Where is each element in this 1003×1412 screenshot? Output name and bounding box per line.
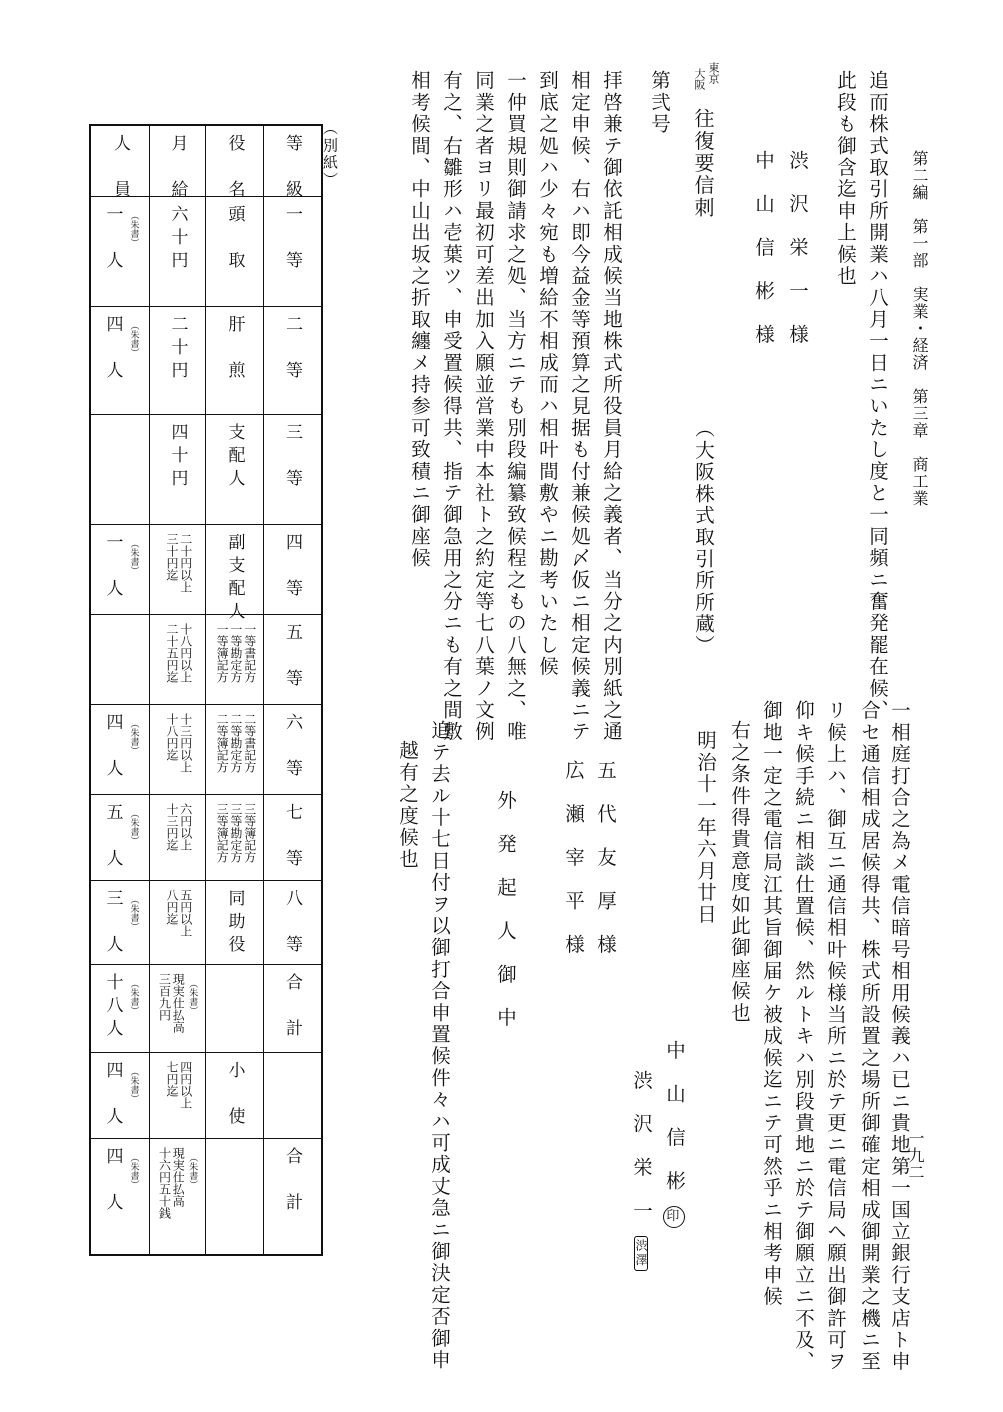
recipient-1: 五 代 友 厚 様 <box>594 760 617 956</box>
table-cell <box>91 306 150 414</box>
table-cell <box>150 414 206 524</box>
letter2-line-4: 一仲買規則御請求之処、当方ニテも別段編纂致候程之もの八無之、唯 <box>504 70 527 743</box>
table-cell <box>206 704 264 794</box>
red-ink-note: （朱書） <box>128 979 139 1015</box>
table-cell <box>150 704 206 794</box>
table-cell <box>150 880 206 964</box>
table-cell-text: 三等簿記方 三等勘定方 三等簿記方 <box>215 803 257 863</box>
letter2-source: （大阪株式取引所所蔵） <box>692 418 715 657</box>
letter2-title: 往復要信刺 <box>691 108 715 219</box>
table-cell-text: 十八人 <box>102 973 123 1042</box>
table-cell-text: 等 級 <box>282 134 302 203</box>
table-cell <box>206 880 264 964</box>
table-cell-text: 三 等 <box>282 423 302 492</box>
table-cell <box>150 524 206 614</box>
table-cell <box>150 964 206 1052</box>
table-cell <box>91 126 150 203</box>
table-cell <box>264 1138 321 1244</box>
table-cell-text: 四円以上 七円迄 <box>165 1061 193 1109</box>
table-cell-text: 頭 取 <box>224 205 245 274</box>
table-cell <box>91 880 150 964</box>
table-cell-text: 四 人 <box>102 1147 123 1216</box>
table-cell-text: 五円以上 八円迄 <box>165 889 193 937</box>
table-cell-text: 支配人 <box>224 423 245 492</box>
postscript-2: 越有之度候也 <box>396 740 419 871</box>
sender-2 <box>632 1070 652 1271</box>
table-row-yakumei <box>205 126 264 1254</box>
table-cell <box>206 1052 264 1138</box>
table-cell <box>264 880 321 964</box>
table-cell-text: 同助役 <box>224 889 245 958</box>
table-cell <box>150 1138 206 1244</box>
table-cell <box>91 1138 150 1244</box>
running-title-display: 第二編 第一部 実業・経済 第三章 商工業 <box>910 150 929 507</box>
table-cell-text: 一 等 <box>282 205 302 274</box>
table-cell-text: 人 員 <box>110 134 130 203</box>
table-cell-text: 二十円 <box>167 315 188 384</box>
table-cell <box>206 964 264 1052</box>
table-cell-text: 六 等 <box>282 713 302 782</box>
table-cell <box>150 1052 206 1138</box>
table-cell-text: 八 等 <box>282 889 302 958</box>
table-cell <box>91 704 150 794</box>
letter2-line-3: 到底之処ハ少々宛も増給不相成而ハ相叶間敷やニ勘考いたし候 <box>536 70 559 678</box>
table-cell <box>264 196 321 306</box>
letter2-line-7: 相考候間、中山出坂之折取纏メ持参可致積ニ御座候 <box>408 70 431 570</box>
red-ink-note: （朱書） <box>128 1067 139 1103</box>
table-cell-text: 小 使 <box>224 1061 245 1130</box>
table-cell-text: 四十円 <box>167 423 188 492</box>
table-cell-text: 合 計 <box>282 1147 302 1216</box>
table-cell-text: 合 計 <box>282 973 302 1042</box>
table-cell <box>150 196 206 306</box>
table-cell <box>91 414 150 524</box>
table-cell <box>264 964 321 1052</box>
red-ink-note: （朱書） <box>128 539 139 575</box>
table-cell <box>206 1138 264 1244</box>
red-ink-note: （朱書） <box>128 211 139 247</box>
table-cell-text: 四 等 <box>282 533 302 602</box>
red-ink-note: （朱書） <box>187 979 198 1015</box>
addressee-1: 渋 沢 栄 一 様 <box>786 150 809 346</box>
letter2-line-1: 拝啓兼テ御依託相成候当地株式所役員月給之義者、当分之内別紙之通 <box>600 70 623 743</box>
table-cell-text: 十三円以上 十八円迄 <box>165 713 193 773</box>
lower-line-4: 仰キ候手続ニ相談仕置候、然ルトキハ別段貴地ニ於テ御願立ニ不及、 <box>792 700 815 1373</box>
table-row-tokyu <box>263 126 321 1254</box>
table-cell-text: 二十円以上 三十円迄 <box>165 533 193 593</box>
table-cell-text: 二等書記方 二等勘定方 二等簿記方 <box>215 713 257 773</box>
table-cell-text: 三 人 <box>102 889 123 958</box>
table-cell <box>264 414 321 524</box>
red-ink-note: （朱書） <box>128 895 139 931</box>
table-cell <box>264 794 321 880</box>
letter2-number: 第弐号 <box>648 70 671 136</box>
letter1-line-1: 追而株式取引所開業ハ八月一日ニいたし度と一同頻ニ奮発罷在候、 <box>866 70 889 721</box>
table-cell-text: 一 人 <box>102 205 123 274</box>
recipient-2: 広 瀬 宰 平 様 <box>562 760 585 956</box>
red-ink-note: （朱書） <box>128 809 139 845</box>
table-cell <box>264 704 321 794</box>
origin-top: 東京 <box>707 62 720 84</box>
lower-line-2: 合セ通信相成居候得共、株式所設置之場所御確定相成御開業之機ニ至 <box>858 700 881 1373</box>
table-cell <box>91 794 150 880</box>
red-ink-note: （朱書） <box>128 321 139 357</box>
table-cell-text: 四 人 <box>102 713 123 782</box>
table-cell <box>206 306 264 414</box>
table-cell <box>206 794 264 880</box>
table-row-jinin <box>91 126 150 1254</box>
origin-bottom: 大阪 <box>693 68 706 90</box>
table-cell-text: 四 人 <box>102 315 123 384</box>
table-cell-text: 役 名 <box>224 134 245 203</box>
table-cell <box>150 614 206 704</box>
addressee-2: 中 山 信 彬 様 <box>752 150 775 346</box>
table-cell <box>206 414 264 524</box>
table-cell-text: 四 人 <box>102 1061 123 1130</box>
letter2-line-6: 有之、右雛形ハ壱葉ツ、申受置候得共、指テ御急用之分ニも有之間敷 <box>440 70 463 743</box>
table-caption: （別紙） <box>321 120 339 189</box>
table-cell <box>206 614 264 704</box>
table-cell-text: 現実仕払高 十六円五十銭 <box>157 1147 186 1219</box>
cc-line: 外 発 起 人 御 中 <box>494 790 517 1029</box>
table-cell-text: 現実仕払高 三百九円 <box>157 973 186 1033</box>
table-cell <box>264 1052 321 1138</box>
table-cell <box>91 964 150 1052</box>
letter-date: 明治十一年六月廿日 <box>694 730 717 926</box>
table-cell <box>150 306 206 414</box>
sender-1-seal: 印 <box>663 1206 685 1228</box>
lower-line-1: 一相庭打合之為メ電信暗号相用候義ハ已ニ貴地第一国立銀行支店ト申 <box>888 700 911 1373</box>
table-cell <box>91 1052 150 1138</box>
sender-2-name: 渋 沢 栄 一 <box>630 1070 653 1222</box>
salary-table <box>89 124 323 1256</box>
lower-line-6: 右之条件得貴意度如此御座候也 <box>728 720 751 1024</box>
postscript-1: 追テ去ル十七日付ヲ以御打合申置候件々ハ可成丈急ニ御決定否御申 <box>428 720 451 1371</box>
table-cell <box>206 196 264 306</box>
table-cell <box>264 126 321 203</box>
red-ink-note: （朱書） <box>128 1153 139 1189</box>
table-cell-text: 五 人 <box>102 803 123 872</box>
table-cell <box>150 126 206 203</box>
table-cell-text: 肝 煎 <box>224 315 245 384</box>
table-row-gekkyu <box>149 126 206 1254</box>
table-cell-text: 六十円 <box>167 205 188 274</box>
sender-1 <box>663 1040 685 1228</box>
table-cell <box>264 614 321 704</box>
table-cell-text: 六円以上 十三円迄 <box>165 803 193 851</box>
table-cell <box>206 126 264 203</box>
table-cell-text: 一等書記方 一等勘定方 一等簿記方 <box>215 623 257 683</box>
table-cell <box>91 196 150 306</box>
letter1-line-2: 此段も御含迄申上候也 <box>834 70 857 287</box>
table-cell <box>91 524 150 614</box>
table-cell <box>91 614 150 704</box>
table-cell-text: 副支配人 <box>224 533 245 625</box>
red-ink-note: （朱書） <box>187 1153 198 1189</box>
lower-line-5: 御地一定之電信局江其旨御届ケ被成候迄ニテ可然乎ニ相考申候 <box>760 700 783 1308</box>
page-number: 一九二 <box>906 1130 925 1181</box>
table-cell-text: 二 等 <box>282 315 302 384</box>
table-cell-text: 一 人 <box>102 533 123 602</box>
letter2-line-5: 同業之者ヨリ最初可差出加入願並営業中本社ト之約定等七八葉ノ文例 <box>472 70 495 743</box>
table-cell-text: 五 等 <box>282 623 302 692</box>
sender-1-name: 中 山 信 彬 <box>663 1040 686 1192</box>
table-cell <box>264 524 321 614</box>
table-cell <box>150 794 206 880</box>
red-ink-note: （朱書） <box>128 719 139 755</box>
table-cell <box>264 306 321 414</box>
letter2-line-2: 相定申候、右ハ即今益金等預算之見据も付兼候処〆仮ニ相定候義ニテ <box>568 70 591 743</box>
sender-2-seal: 渋澤 <box>634 1236 648 1270</box>
table-cell-text: 十八円以上 二十五円迄 <box>165 623 193 683</box>
table-cell-text: 七 等 <box>282 803 302 872</box>
lower-line-3: リ候上ハ、御互ニ通信相叶候様当所ニ於テ更ニ電信局ヘ願出御許可ヲ <box>824 700 847 1373</box>
table-cell-text: 月 給 <box>167 134 188 203</box>
table-cell <box>206 524 264 625</box>
